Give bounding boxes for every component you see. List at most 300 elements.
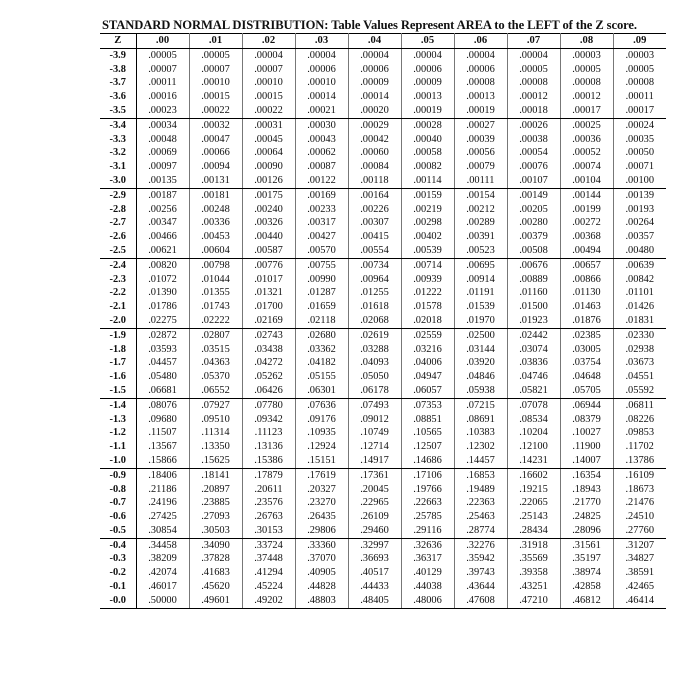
area-value-cell: .00069 xyxy=(136,146,189,160)
area-value-cell: .17619 xyxy=(295,468,348,482)
area-value-cell: .11314 xyxy=(189,426,242,440)
area-value-cell: .00205 xyxy=(507,203,560,217)
area-value-cell: .00076 xyxy=(507,160,560,174)
area-value-cell: .05480 xyxy=(136,370,189,384)
area-value-cell: .00164 xyxy=(348,188,401,202)
area-value-cell: .37070 xyxy=(295,552,348,566)
area-value-cell: .10935 xyxy=(295,426,348,440)
area-value-cell: .00006 xyxy=(401,63,454,77)
table-row xyxy=(100,216,666,230)
area-value-cell: .10749 xyxy=(348,426,401,440)
area-value-cell: .38974 xyxy=(560,566,613,580)
area-value-cell: .11900 xyxy=(560,440,613,454)
area-value-cell: .00264 xyxy=(625,217,655,229)
area-value-cell: .00798 xyxy=(189,258,242,272)
area-value-cell: .14007 xyxy=(560,454,613,468)
area-value-cell: .00326 xyxy=(242,216,295,230)
area-value-cell: .00939 xyxy=(401,273,454,287)
area-value-cell: .29460 xyxy=(348,524,401,538)
area-value-cell: .00008 xyxy=(507,76,560,90)
area-value-cell: .40517 xyxy=(348,566,401,580)
area-value-cell: .02619 xyxy=(348,328,401,342)
area-value-cell: .00034 xyxy=(136,118,189,132)
area-value-cell: .04006 xyxy=(401,356,454,370)
area-value-cell: .22363 xyxy=(454,496,507,510)
area-value-cell: .42074 xyxy=(136,566,189,580)
table-row xyxy=(100,258,666,272)
area-value-cell: .00004 xyxy=(295,48,348,62)
table-row xyxy=(100,314,666,328)
area-value-cell: .00004 xyxy=(454,48,507,62)
table-row xyxy=(100,370,666,384)
area-value-cell: .00004 xyxy=(401,48,454,62)
area-value-cell: .28434 xyxy=(507,524,560,538)
area-value-cell: .01463 xyxy=(560,300,613,314)
area-value-cell: .00889 xyxy=(507,273,560,287)
area-value-cell: .37828 xyxy=(189,552,242,566)
area-value-cell: .00094 xyxy=(189,160,242,174)
area-value-cell: .41294 xyxy=(242,566,295,580)
area-value-cell: .03754 xyxy=(560,356,613,370)
area-value-cell: .00280 xyxy=(507,216,560,230)
column-header: .03 xyxy=(295,34,348,49)
area-value-cell: .00054 xyxy=(507,146,560,160)
area-value-cell: .10027 xyxy=(560,426,613,440)
area-value-cell: .02118 xyxy=(295,314,348,328)
table-row xyxy=(100,483,666,497)
area-value-cell: .00240 xyxy=(242,203,295,217)
area-value-cell: .45224 xyxy=(242,580,295,594)
area-value-cell: .00010 xyxy=(295,76,348,90)
area-value-cell: .12507 xyxy=(401,440,454,454)
area-value-cell: .00149 xyxy=(507,188,560,202)
area-value-cell: .21770 xyxy=(560,496,613,510)
area-value-cell: .27425 xyxy=(136,510,189,524)
area-value-cell: .00006 xyxy=(348,63,401,77)
area-value-cell: .36693 xyxy=(348,552,401,566)
area-value-cell: .00039 xyxy=(454,133,507,147)
area-value-cell: .05370 xyxy=(189,370,242,384)
area-value-cell: .00008 xyxy=(454,76,507,90)
area-value-cell: .00131 xyxy=(189,174,242,188)
area-value-cell: .01618 xyxy=(348,300,401,314)
area-value-cell: .16109 xyxy=(625,469,655,481)
area-value-cell: .00347 xyxy=(136,216,189,230)
area-value-cell: .20327 xyxy=(295,483,348,497)
area-value-cell: .48803 xyxy=(295,594,348,608)
area-value-cell: .00028 xyxy=(401,118,454,132)
area-value-cell: .01222 xyxy=(401,286,454,300)
area-value-cell: .29806 xyxy=(295,524,348,538)
area-value-cell: .00017 xyxy=(560,104,613,118)
area-value-cell: .00357 xyxy=(625,231,655,243)
area-value-cell: .05592 xyxy=(613,384,666,398)
area-value-cell: .00011 xyxy=(625,91,654,103)
area-value-cell: .00027 xyxy=(454,118,507,132)
area-value-cell: .00017 xyxy=(613,104,666,118)
area-value-cell: .07078 xyxy=(507,398,560,412)
area-value-cell: .00539 xyxy=(401,244,454,258)
area-value-cell: .43644 xyxy=(454,580,507,594)
area-value-cell: .06811 xyxy=(625,399,654,411)
area-value-cell: .26109 xyxy=(348,510,401,524)
area-value-cell: .02500 xyxy=(454,328,507,342)
area-value-cell: .12714 xyxy=(348,440,401,454)
area-value-cell: .44038 xyxy=(401,580,454,594)
area-value-cell: .00820 xyxy=(136,258,189,272)
area-value-cell: .16602 xyxy=(507,468,560,482)
area-value-cell: .00004 xyxy=(348,48,401,62)
area-value-cell: .00587 xyxy=(242,244,295,258)
area-value-cell: .03593 xyxy=(136,343,189,357)
table-body xyxy=(100,48,666,608)
area-value-cell: .13136 xyxy=(242,440,295,454)
table-row xyxy=(100,146,666,160)
column-header: .00 xyxy=(136,34,189,49)
area-value-cell: .09342 xyxy=(242,413,295,427)
area-value-cell: .20611 xyxy=(242,483,295,497)
area-value-cell: .00427 xyxy=(295,230,348,244)
area-value-cell: .00523 xyxy=(454,244,507,258)
area-value-cell: .40905 xyxy=(295,566,348,580)
area-value-cell: .01426 xyxy=(625,301,655,313)
area-value-cell: .00014 xyxy=(348,90,401,104)
area-value-cell: .00714 xyxy=(401,258,454,272)
area-value-cell: .00045 xyxy=(242,133,295,147)
area-value-cell: .27093 xyxy=(189,510,242,524)
z-column-header: Z xyxy=(100,34,136,49)
area-value-cell: .00005 xyxy=(189,48,242,62)
area-value-cell: .39358 xyxy=(507,566,560,580)
area-value-cell: .04551 xyxy=(625,371,655,383)
area-value-cell: .02680 xyxy=(295,328,348,342)
area-value-cell: .00480 xyxy=(613,244,666,258)
area-value-cell: .00015 xyxy=(189,90,242,104)
z-score-label: -1.3 xyxy=(100,413,136,427)
table-row xyxy=(100,286,666,300)
area-value-cell: .14686 xyxy=(401,454,454,468)
z-score-label: -0.6 xyxy=(100,510,136,524)
area-value-cell: .00015 xyxy=(242,90,295,104)
z-score-label: -3.6 xyxy=(100,90,136,104)
area-value-cell: .00087 xyxy=(295,160,348,174)
z-score-label: -0.4 xyxy=(100,538,136,552)
area-value-cell: .05938 xyxy=(454,384,507,398)
area-value-cell: .04093 xyxy=(348,356,401,370)
z-score-label: -1.5 xyxy=(100,384,136,398)
area-value-cell: .29116 xyxy=(401,524,454,538)
area-value-cell: .19489 xyxy=(454,483,507,497)
area-value-cell: .12924 xyxy=(295,440,348,454)
table-row xyxy=(100,510,666,524)
area-value-cell: .00508 xyxy=(507,244,560,258)
z-score-label: -3.4 xyxy=(100,118,136,132)
table-row xyxy=(100,356,666,370)
area-value-cell: .00043 xyxy=(295,133,348,147)
area-value-cell: .46812 xyxy=(560,594,613,608)
table-row xyxy=(100,273,666,287)
area-value-cell: .02743 xyxy=(242,328,295,342)
area-value-cell: .18406 xyxy=(136,468,189,482)
area-value-cell: .45620 xyxy=(189,580,242,594)
area-value-cell: .02872 xyxy=(136,328,189,342)
area-value-cell: .00016 xyxy=(136,90,189,104)
area-value-cell: .31207 xyxy=(625,539,655,551)
area-value-cell: .00187 xyxy=(136,188,189,202)
area-value-cell: .00004 xyxy=(507,48,560,62)
area-value-cell: .15386 xyxy=(242,454,295,468)
area-value-cell: .01539 xyxy=(454,300,507,314)
area-value-cell: .20897 xyxy=(189,483,242,497)
area-value-cell: .02807 xyxy=(189,328,242,342)
z-score-label: -3.8 xyxy=(100,63,136,77)
area-value-cell: .08226 xyxy=(625,413,655,425)
area-value-cell: .03673 xyxy=(625,357,655,369)
area-value-cell: .02938 xyxy=(625,343,655,355)
table-row xyxy=(100,203,666,217)
z-score-label: -1.1 xyxy=(100,440,136,454)
area-value-cell: .00866 xyxy=(560,273,613,287)
area-value-cell: .03005 xyxy=(560,343,613,357)
area-value-cell: .00604 xyxy=(189,244,242,258)
area-value-cell: .00036 xyxy=(560,133,613,147)
area-value-cell: .02442 xyxy=(507,328,560,342)
table-row xyxy=(100,580,666,594)
area-value-cell: .21476 xyxy=(625,497,655,509)
area-value-cell: .01578 xyxy=(401,300,454,314)
area-value-cell: .42465 xyxy=(625,581,655,593)
area-value-cell: .09176 xyxy=(295,413,348,427)
z-score-label: -1.4 xyxy=(100,398,136,412)
column-header: .01 xyxy=(189,34,242,49)
area-value-cell: .36317 xyxy=(401,552,454,566)
area-value-cell: .00009 xyxy=(348,76,401,90)
area-value-cell: .00047 xyxy=(189,133,242,147)
area-value-cell: .00219 xyxy=(401,203,454,217)
table-header xyxy=(100,34,666,49)
area-value-cell: .09012 xyxy=(348,413,401,427)
area-value-cell: .18943 xyxy=(560,483,613,497)
column-header: .04 xyxy=(348,34,401,49)
z-score-label: -2.7 xyxy=(100,216,136,230)
area-value-cell: .09510 xyxy=(189,413,242,427)
table-row xyxy=(100,426,666,440)
z-score-label: -2.1 xyxy=(100,300,136,314)
area-value-cell: .08534 xyxy=(507,413,560,427)
table-row xyxy=(100,454,666,468)
area-value-cell: .04457 xyxy=(136,356,189,370)
area-value-cell: .08076 xyxy=(136,398,189,412)
area-value-cell: .07927 xyxy=(189,398,242,412)
area-value-cell: .31918 xyxy=(507,538,560,552)
table-row xyxy=(100,300,666,314)
area-value-cell: .03836 xyxy=(507,356,560,370)
area-value-cell: .34090 xyxy=(189,538,242,552)
area-value-cell: .13350 xyxy=(189,440,242,454)
z-score-label: -3.1 xyxy=(100,160,136,174)
area-value-cell: .00298 xyxy=(401,216,454,230)
area-value-cell: .00118 xyxy=(348,174,401,188)
area-value-cell: .34458 xyxy=(136,538,189,552)
area-value-cell: .03074 xyxy=(507,343,560,357)
area-value-cell: .35942 xyxy=(454,552,507,566)
area-value-cell: .00159 xyxy=(401,188,454,202)
area-value-cell: .02222 xyxy=(189,314,242,328)
area-value-cell: .06552 xyxy=(189,384,242,398)
area-value-cell: .06681 xyxy=(136,384,189,398)
area-value-cell: .19766 xyxy=(401,483,454,497)
area-value-cell: .00052 xyxy=(560,146,613,160)
area-value-cell: .00104 xyxy=(560,174,613,188)
area-value-cell: .00199 xyxy=(560,203,613,217)
area-value-cell: .01743 xyxy=(189,300,242,314)
area-value-cell: .35197 xyxy=(560,552,613,566)
area-value-cell: .00453 xyxy=(189,230,242,244)
area-value-cell: .08691 xyxy=(454,413,507,427)
area-value-cell: .26435 xyxy=(295,510,348,524)
column-header: .08 xyxy=(560,34,613,49)
area-value-cell: .01287 xyxy=(295,286,348,300)
area-value-cell: .34827 xyxy=(625,553,655,565)
area-value-cell: .00013 xyxy=(401,90,454,104)
area-value-cell: .06944 xyxy=(560,398,613,412)
area-value-cell: .01659 xyxy=(295,300,348,314)
z-score-label: -0.8 xyxy=(100,483,136,497)
area-value-cell: .01255 xyxy=(348,286,401,300)
z-score-label: -0.5 xyxy=(100,524,136,538)
z-score-label: -0.3 xyxy=(100,552,136,566)
table-row xyxy=(100,468,666,482)
z-score-label: -2.8 xyxy=(100,203,136,217)
area-value-cell: .42858 xyxy=(560,580,613,594)
area-value-cell: .00193 xyxy=(625,203,655,215)
area-value-cell: .09680 xyxy=(136,413,189,427)
area-value-cell: .10383 xyxy=(454,426,507,440)
area-value-cell: .00169 xyxy=(295,188,348,202)
area-value-cell: .48405 xyxy=(348,594,401,608)
area-value-cell: .01044 xyxy=(189,273,242,287)
area-value-cell: .08851 xyxy=(401,413,454,427)
area-value-cell: .00621 xyxy=(136,244,189,258)
area-value-cell: .00042 xyxy=(348,133,401,147)
z-score-label: -0.0 xyxy=(100,594,136,608)
table-row xyxy=(100,538,666,552)
area-value-cell: .00060 xyxy=(348,146,401,160)
area-value-cell: .20045 xyxy=(348,483,401,497)
area-value-cell: .00657 xyxy=(560,258,613,272)
area-value-cell: .00139 xyxy=(625,189,655,201)
area-value-cell: .00022 xyxy=(189,104,242,118)
area-value-cell: .21186 xyxy=(136,483,189,497)
area-value-cell: .05821 xyxy=(507,384,560,398)
area-value-cell: .32997 xyxy=(348,538,401,552)
z-score-label: -0.1 xyxy=(100,580,136,594)
area-value-cell: .00026 xyxy=(507,118,560,132)
area-value-cell: .00038 xyxy=(507,133,560,147)
area-value-cell: .15625 xyxy=(189,454,242,468)
z-score-label: -3.0 xyxy=(100,174,136,188)
area-value-cell: .00090 xyxy=(242,160,295,174)
area-value-cell: .30854 xyxy=(136,524,189,538)
area-value-cell: .11507 xyxy=(136,426,189,440)
area-value-cell: .00990 xyxy=(295,273,348,287)
area-value-cell: .00842 xyxy=(625,273,655,285)
area-value-cell: .00107 xyxy=(507,174,560,188)
area-value-cell: .00272 xyxy=(560,216,613,230)
area-value-cell: .00233 xyxy=(295,203,348,217)
z-score-label: -3.3 xyxy=(100,133,136,147)
z-score-label: -2.0 xyxy=(100,314,136,328)
area-value-cell: .31561 xyxy=(560,538,613,552)
area-value-cell: .00021 xyxy=(295,104,348,118)
area-value-cell: .33724 xyxy=(242,538,295,552)
area-value-cell: .01700 xyxy=(242,300,295,314)
area-value-cell: .23885 xyxy=(189,496,242,510)
z-score-label: -2.3 xyxy=(100,273,136,287)
column-header: .06 xyxy=(454,34,507,49)
column-header: .07 xyxy=(507,34,560,49)
area-value-cell: .24510 xyxy=(625,511,655,523)
area-value-cell: .06301 xyxy=(295,384,348,398)
area-value-cell: .00639 xyxy=(625,259,655,271)
z-score-label: -1.6 xyxy=(100,370,136,384)
area-value-cell: .00554 xyxy=(348,244,401,258)
area-value-cell: .02559 xyxy=(401,328,454,342)
area-value-cell: .01390 xyxy=(136,286,189,300)
table-row xyxy=(100,244,666,258)
area-value-cell: .00379 xyxy=(507,230,560,244)
area-value-cell: .00035 xyxy=(625,133,655,145)
z-score-label: -0.2 xyxy=(100,566,136,580)
area-value-cell: .24196 xyxy=(136,496,189,510)
area-value-cell: .00097 xyxy=(136,160,189,174)
table-row xyxy=(100,440,666,454)
area-value-cell: .03362 xyxy=(295,343,348,357)
area-value-cell: .30503 xyxy=(189,524,242,538)
z-score-label: -2.4 xyxy=(100,258,136,272)
area-value-cell: .44828 xyxy=(295,580,348,594)
area-value-cell: .07215 xyxy=(454,398,507,412)
area-value-cell: .00012 xyxy=(560,90,613,104)
area-value-cell: .49202 xyxy=(242,594,295,608)
area-value-cell: .00111 xyxy=(454,174,507,188)
area-value-cell: .01786 xyxy=(136,300,189,314)
z-table-document xyxy=(100,18,666,609)
table-row xyxy=(100,90,666,104)
area-value-cell: .22065 xyxy=(507,496,560,510)
area-value-cell: .01500 xyxy=(507,300,560,314)
table-row xyxy=(100,566,666,580)
area-value-cell: .37448 xyxy=(242,552,295,566)
area-value-cell: .07353 xyxy=(401,398,454,412)
table-row xyxy=(100,174,666,188)
area-value-cell: .25463 xyxy=(454,510,507,524)
area-value-cell: .10565 xyxy=(401,426,454,440)
area-value-cell: .28774 xyxy=(454,524,507,538)
area-value-cell: .41683 xyxy=(189,566,242,580)
area-value-cell: .00079 xyxy=(454,160,507,174)
area-value-cell: .00154 xyxy=(454,188,507,202)
area-value-cell: .11702 xyxy=(625,441,654,453)
area-value-cell: .00964 xyxy=(348,273,401,287)
area-value-cell: .06426 xyxy=(242,384,295,398)
area-value-cell: .04648 xyxy=(560,370,613,384)
area-value-cell: .35569 xyxy=(507,552,560,566)
area-value-cell: .00005 xyxy=(625,63,655,75)
area-value-cell: .40129 xyxy=(401,566,454,580)
area-value-cell: .03216 xyxy=(401,343,454,357)
area-value-cell: .18673 xyxy=(625,483,655,495)
